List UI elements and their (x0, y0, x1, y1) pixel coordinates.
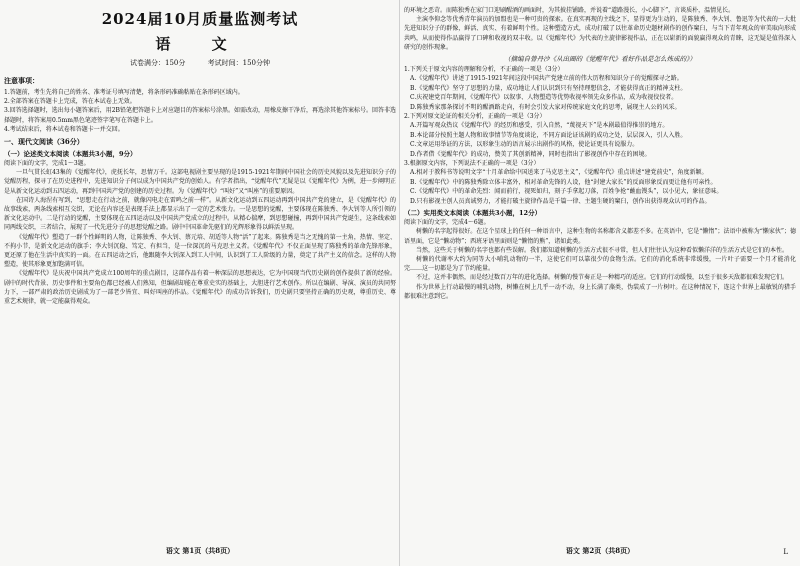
page-left (4, 6, 396, 560)
note-item: 1.答题前，考生先将自己的姓名、准考证号填写清楚，将条形码准确粘贴在条形码区域内。 (4, 89, 244, 96)
question-stem: 1.下列关于原文内容的理解和分析，不正确的一项是（3分） (404, 66, 564, 74)
article-paragraph: 树懒的代谢率大约为同等大小哺乳动物的一半，这使它们可以靠很少的食物生活。它们的消化系统非常缓慢，一片叶子需要一个月才能消化完……这一切都是为了节约能量。 (404, 255, 796, 273)
exam-meta (4, 58, 396, 68)
article-paragraph: 树懒的名字起得很好。在这个星球上的任何一种语言中，这种生物的名称都含义都差不多。在英语中，它是“懒惰”；法语中被称为“懒家伙”；德语里面，它是“懒动物”；西班牙语里面则是“懒惰的熊”，诸如此类。 (404, 228, 796, 245)
exam-title: 2024届10月质量监测考试 (101, 10, 299, 28)
note-item: 2.全部答案在答题卡上完成，答在本试卷上无效。 (4, 98, 136, 106)
question-option: B.《觉醒年代》坚守了思想的力量，成功地让人们认识到只有坚持理想信念，才能获得真正的精神支柱。 (410, 84, 687, 92)
page-divider (399, 0, 400, 566)
section-heading: 一、现代文阅读（36分） (4, 137, 84, 147)
article-paragraph: 《觉醒年代》塑造了一群个性鲜明的人物，让陈独秀、李大钊、蔡元培、胡适等人物“活”了起来。陈独秀是当之无愧的第一主角，热情、坚定、不拘小节，是新文化运动的旗手；李大钊沉稳、笃定、有担当，是一位深沉的马克思主义者。《觉醒年代》不仅正面呈现了陈独秀的革命先锋形象，更还原了他在生活中真实的一面。在五四运动之后，他跟随李大钊深入到工人中间，认识到了工人阶级的力量，奠定了共产主义的信念。这样的人物塑造，使其形象更加饱满可信。 (4, 233, 396, 269)
notes-title: 注意事项： (4, 76, 39, 85)
question-option: B.《觉醒年代》中的陈独秀除立体丰富外，相对革命先锋的人设，他“封建大家长”的反面形象反而更让他有可亲性。 (410, 178, 717, 186)
question-stem: 2.下列对原文论证的相关分析，正确的一项是（3分） (404, 113, 546, 121)
article-source: （摘编自曾丹沙《从出圈的《觉醒年代》看好作品是怎么炼成的》） (504, 55, 696, 64)
article-paragraph: 的环境之恶苛。而陈独秀在家门口迎刷醒酒的画面时，为其披挂铺路，并说着“道路漫长，小心脚下”，言谈质朴，温情见长。 (404, 7, 735, 14)
question-stem: 3.根据原文内容，下列说法不正确的一项是（3分） (404, 160, 540, 168)
article-paragraph: 主演李仰念等优秀青年演员的加盟也是一种可贵的探索。在真实再现的主线之下，显得更为生动的，是陈独秀、李大钊、鲁迅等为代表的一大批先进知识分子的群像，鲜活、真实、有着鲜明个性。这种塑造方式，成功打破了以往革命历史题材剧作的创作窠臼，与当下青年观众的审美取向形成共鸣，从而使得作品赢得了口碑和收视的双丰收。以《觉醒年代》为代表的主旋律影视作品，正在以崭新的面貌赢得观众的青睐，这无疑是值得深入研究的创作现象。 (404, 16, 796, 51)
note-item: 4.考试结束后，将本试卷和答题卡一并交回。 (4, 125, 124, 133)
question-option: A.相对于教科书等说明文字“十月革命给中国送来了马克思主义”，《觉醒年代》重点讲述“建党前史”，角度新颖。 (410, 169, 708, 177)
article-paragraph: 当然，这些关于树懒的名字也都有些误解。我们都知道树懒的生活方式很不寻常，但人们往往认为这种看似懒洋洋的生活方式是它们的本性。 (416, 246, 789, 254)
question-option: C.《觉醒年代》中的革命先烈：闻而前行，视死如归，刻子手拿起刀落，百姓争抢“蘸血馒头”，以小见大，象征意味。 (410, 188, 723, 196)
article-paragraph: 不过，这并非偶然，而是经过数百万年的进化选择。树懒的慢节奏正是一种精巧的适应。它们的行动缓慢，以至于很多天敌都很难发现它们。 (416, 274, 789, 282)
article-paragraph: 作为世界上行动最慢的哺乳动物，树懒在树上几乎一动不动，身上长满了藻类，伪装成了一片树叶。在这种情况下，连这个世界上最敏锐的猎手都很难注意到它。 (404, 283, 796, 300)
exam-time: 考试时间：150分钟 (207, 59, 270, 67)
subsection-heading: （一）论述类文本阅读（本题共3小题，9分） (4, 150, 137, 159)
question-option: A.开篇写观众热议《觉醒年代》的经历和感受，引入自然，“蔑视天下”是本剧最值得推崇的地方。 (410, 122, 669, 130)
page-right (404, 6, 796, 560)
question-option: D.只有影视主创人员真诚努力，才能打破主旋律作品是千篇一律、主题生硬的窠臼，创作出获得观众认可的作品。 (410, 197, 711, 205)
exam-score: 试卷满分：150分 (130, 59, 186, 67)
corner-mark: L (783, 548, 788, 556)
subsection-heading: （二）实用类文本阅读（本题共3小题，12分） (404, 209, 542, 218)
question-option: D.作者借《觉醒年代》的成功，赞美了其创新精神，同时也指出了影视创作中存在的困境。 (410, 150, 651, 158)
article-paragraph: 《觉醒年代》是庆祝中国共产党成立100周年的重点剧目，这部作品有着一种深层的思想表达，它为中国现当代历史剧的创作提供了新的经验。剧中的时代背景、历史事件和主要角色都已经被人们熟知，但编剧却能在尊重史实的基础上，大胆进行艺术创作。所以在编剧、导演、演员的共同努力下，一部严肃的政治历史剧成为了一部老少皆宜、叫好叫座的作品。《觉醒年代》的成功告诉我们，历史剧只要坚持正确的历史观，尊重历史、尊重艺术规律，就一定能赢得观众。 (4, 270, 396, 306)
question-option: C.文章运用举证的方法，以形象生动的语言展示出剧作的风格，使论证更具有说服力。 (410, 141, 639, 149)
subject-title: 语 文 (155, 35, 245, 53)
page-footer: 语文 第2页（共8页） (565, 546, 635, 555)
question-option: D.陈独秀家那条探讨不明的醒酒路走向，有时会引发大家对传统家庭文化的思考，展现主人公的风采。 (410, 103, 681, 111)
question-option: B.本论部分按照主题人物和故事情节等角度谈论，不同方面论证该剧的成功之处，层层深入，引人入胜。 (410, 131, 687, 139)
reading-instruction: 阅读下面的文字，完成4～6题。 (404, 219, 490, 227)
article-paragraph: 一旦气贯长虹43集的《觉醒年代》，虎抚长年，思情万千。这部电视剧主要呈现的是1915-1921年期间中国社会的历史风貌以及先进知识分子的觉醒历程，探寻了在历史进程中，先进知识分子何以成为中国共产党的创始人。有学者指出，“觉醒年代”无疑是以《觉醒年代》为例，进一步阐明正是从新文化运动到五四运动，再到中国共产党的创建的历史过程。为《觉醒年代》“叫好”又“叫座”的重要原因。 (4, 169, 396, 195)
note-item: 3.回答选择题时，选出每小题答案后，用2B铅笔把答题卡上对应题目的答案标号涂黑。如需改动，用橡皮擦干净后，再选涂其他答案标号。回答非选择题时，将答案用0.5mm黑色笔迹签字笔写在答题卡上。 (4, 107, 396, 124)
reading-instruction: 阅读下面的文字，完成1～3题。 (4, 160, 90, 168)
article-paragraph: 在国诗人海涅有写到，“思想走在行动之前，就像闪电走在雷鸣之前一样”。从新文化运动到五四运动再到中国共产党的建立，是《觉醒年代》的故事线索，两条线索相互交织，无论在内容还是表现手法上都显示出了一定的艺术张力。一是思想的觉醒，主要体现在陈独秀、李大钊等人所引领的新文化运动中。二是行动的觉醒，主要体现在五四运动以及中国共产党成立的过程中。从精心揣摩，到思想碰撞，再到中国共产党诞生，这条线索如同两线交织，三者结合，展现了一代先进分子的思想觉醒之路。剧中中国革命先驱们的光辉形象得以鲜活呈现。 (4, 196, 396, 232)
question-option: C.庆祝建党百年期间，《觉醒年代》以叙事、人物塑造等优势收视率领先众多作品，成为收视佼佼者。 (410, 94, 678, 102)
page-footer: 语文 第1页（共8页） (165, 546, 235, 555)
question-option: A.《觉醒年代》讲述了1915-1921年间这段中国共产党建立前的伟大历程和知识分子的觉醒探寻之路。 (410, 75, 683, 83)
